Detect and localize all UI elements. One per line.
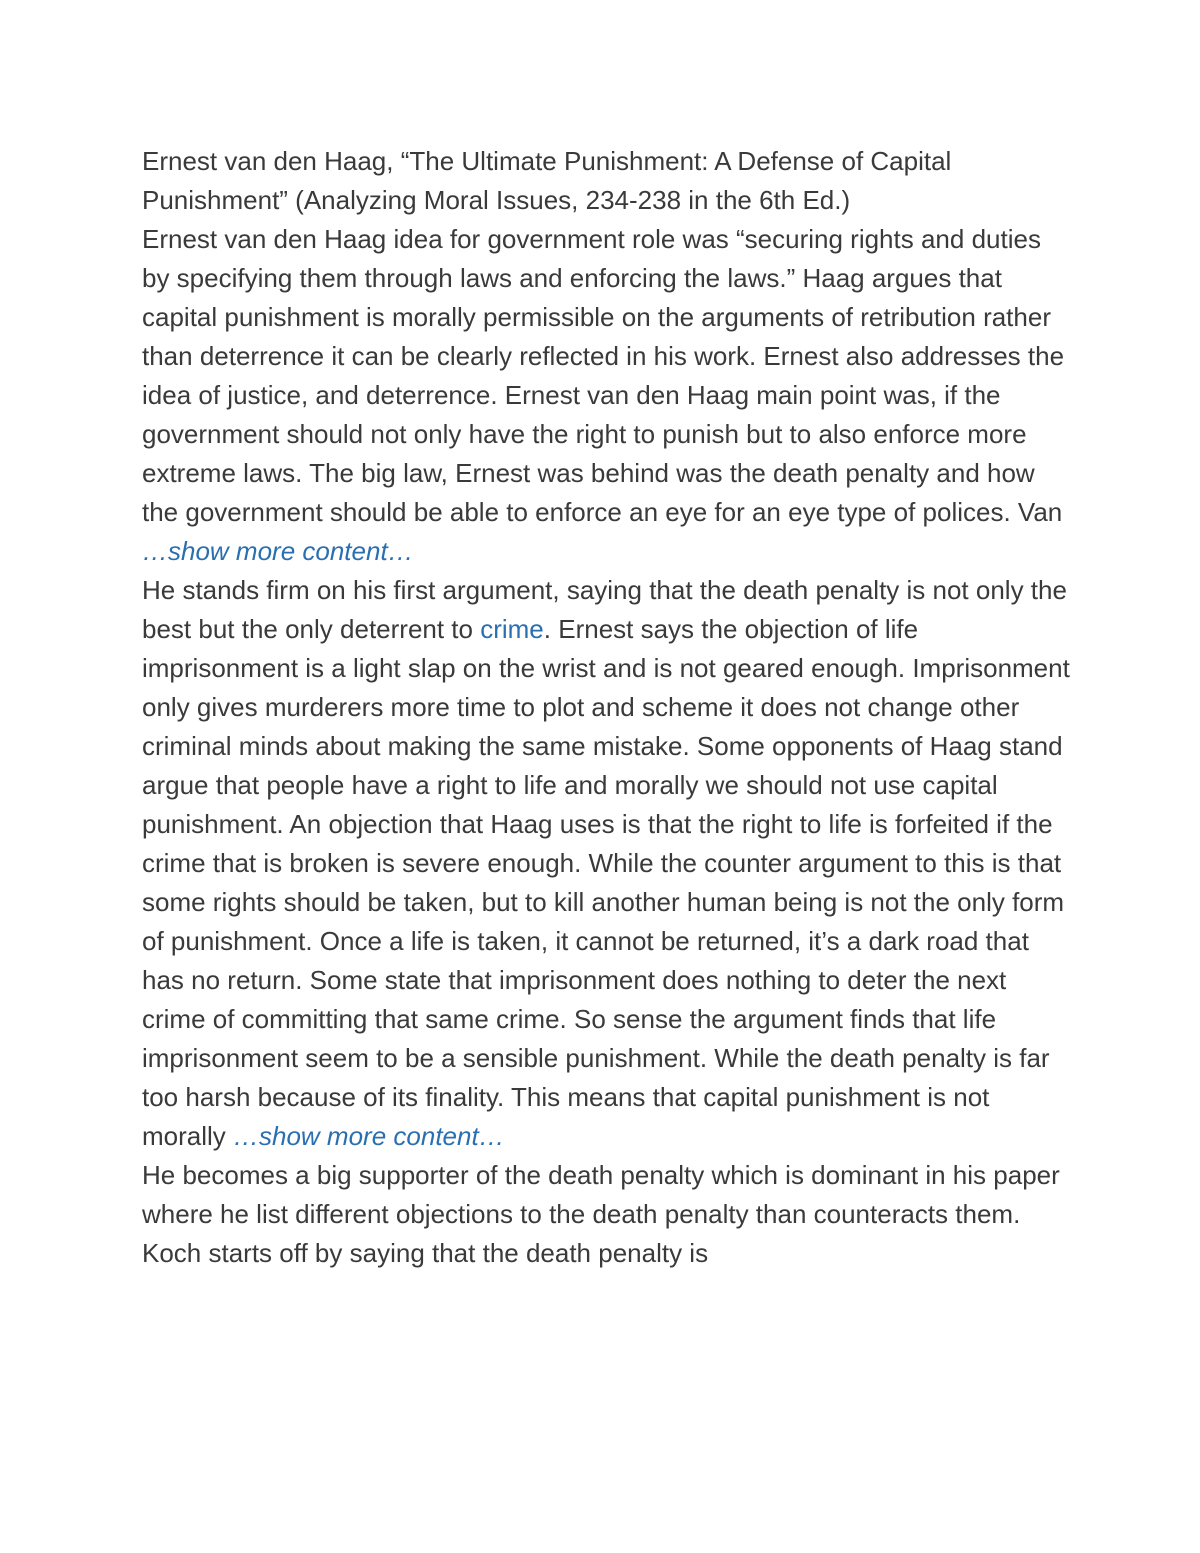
show-more-link[interactable]: …show more content… [142,536,414,566]
crime-link[interactable]: crime [480,614,544,644]
paragraph-2-text-start: He stands firm on his first argument, saying that the death penalty is not only the best but the only deterrent to [142,575,1067,644]
paragraph-1 [142,220,1072,571]
document-body [142,142,1072,1273]
heading-text: Ernest van den Haag, “The Ultimate Punishment: A Defense of Capital Punishment” (Analyzing Moral Issues, 234-238 in the 6th Ed.) [142,146,952,215]
show-more-link[interactable]: …show more content… [233,1121,505,1151]
paragraph-1-text: Ernest van den Haag idea for government role was “securing rights and duties by specifying them through laws and enforcing the laws.” Haag argues that capital punishment is morally permissible on the arguments of retribution rather than deterrence it can be clearly reflected in his work. Ernest also addresses the idea of justice, and deterrence. Ernest van den Haag main point was, if the government should not only have the right to punish but to also enforce more extreme laws. The big law, Ernest was behind was the death penalty and how the government should be able to enforce an eye for an eye type of polices. Van [142,224,1065,527]
paragraph-2 [142,571,1072,1156]
paragraph-2-text-end: . Ernest says the objection of life imprisonment is a light slap on the wrist and is not geared enough. Imprisonment only gives murderers more time to plot and scheme it does not change other criminal minds about making the same mistake. Some opponents of Haag stand argue that people have a right to life and morally we should not use capital punishment. An objection that Haag uses is that the right to life is forfeited if the crime that is broken is severe enough. While the counter argument to this is that some rights should be taken, but to kill another human being is not the only form of punishment. Once a life is taken, it cannot be returned, it’s a dark road that has no return. Some state that imprisonment does nothing to deter the next crime of committing that same crime. So sense the argument finds that life imprisonment seem to be a sensible punishment. While the death penalty is far too harsh because of its finality. This means that capital punishment is not morally [142,614,1070,1151]
paragraph-3 [142,1156,1072,1273]
document-heading [142,142,1072,220]
paragraph-3-text: He becomes a big supporter of the death penalty which is dominant in his paper where he list different objections to the death penalty than counteracts them. Koch starts off by saying that the death penalty is [142,1160,1060,1268]
